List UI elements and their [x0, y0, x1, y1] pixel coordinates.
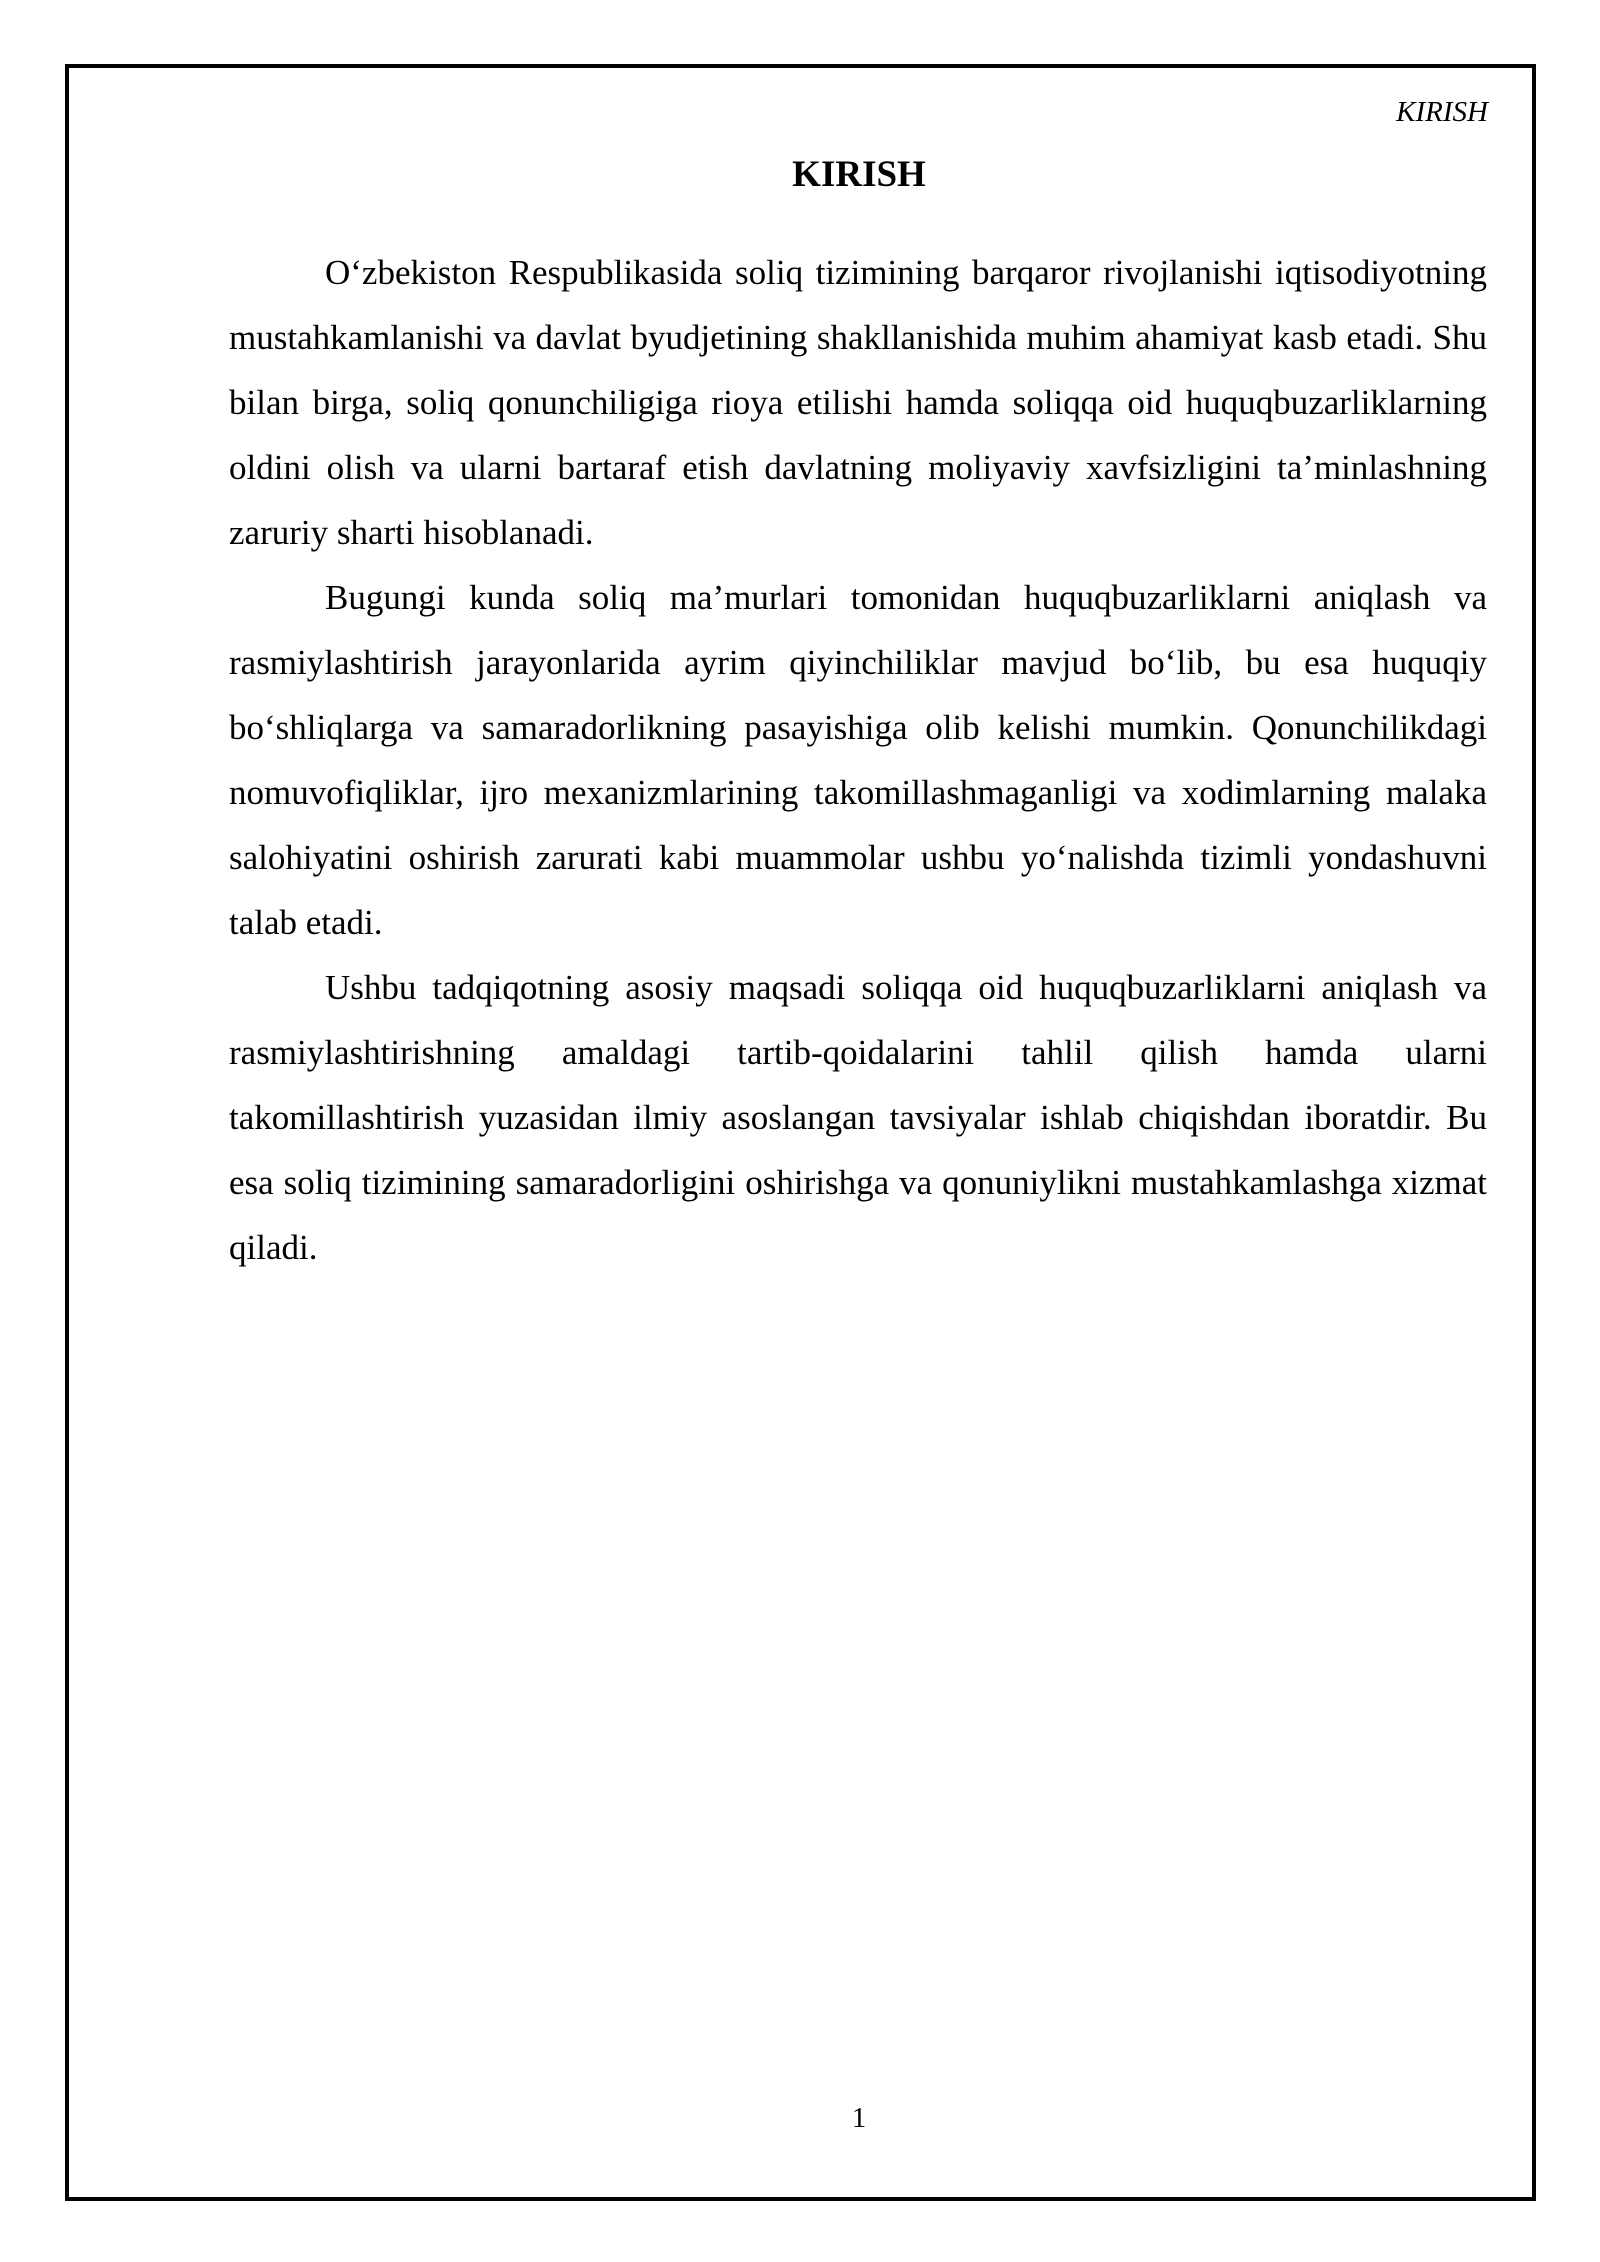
- paragraph: Ushbu tadqiqotning asosiy maqsadi soliqqa oid huquqbuzarliklarni aniqlash va rasmiylashtirishning amaldagi tartib-qoidalarini tahlil qilish hamda ularni takomillashtirish yuzasidan ilmiy asoslangan tavsiyalar ishlab chiqishdan iboratdir. Bu esa soliq tizimining samaradorligini oshirishga va qonuniylikni mustahkamlashga xizmat qiladi.: [229, 968, 1487, 1267]
- paragraph: O‘zbekiston Respublikasida soliq tizimining barqaror rivojlanishi iqtisodiyotning mustahkamlanishi va davlat byudjetining shakllanishida muhim ahamiyat kasb etadi. Shu bilan birga, soliq qonunchiligiga rioya etilishi hamda soliqqa oid huquqbuzarliklarning oldini olish va ularni bartaraf etish davlatning moliyaviy xavfsizligini ta’minlashning zaruriy sharti hisoblanadi.: [229, 253, 1487, 552]
- paragraph: Bugungi kunda soliq ma’murlari tomonidan huquqbuzarliklarni aniqlash va rasmiylashtirish jarayonlarida ayrim qiyinchiliklar mavjud bo‘lib, bu esa huquqiy bo‘shliqlarga va samaradorlikning pasayishiga olib kelishi mumkin. Qonunchilikdagi nomuvofiqliklar, ijro mexanizmlarining takomillashmaganligi va xodimlarning malaka salohiyatini oshirish zarurati kabi muammolar ushbu yo‘nalishda tizimli yondashuvni talab etadi.: [229, 578, 1487, 942]
- page-title: KIRISH: [792, 154, 926, 195]
- running-header: KIRISH: [1396, 96, 1488, 128]
- page-number: 1: [851, 2102, 867, 2134]
- body-text: [229, 240, 1487, 1280]
